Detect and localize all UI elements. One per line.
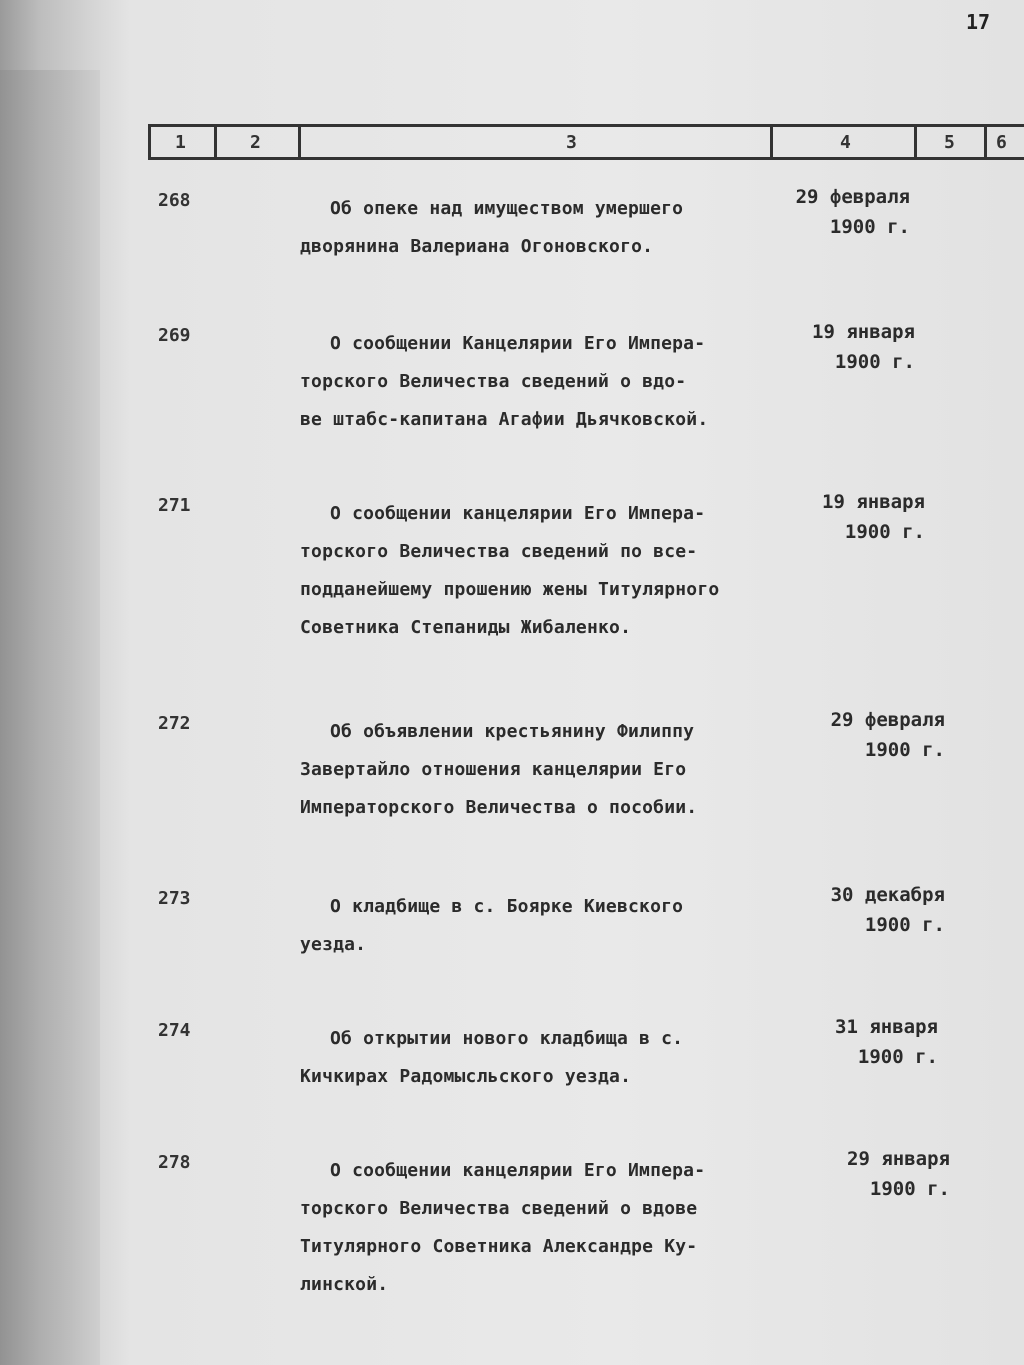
record-date — [775, 880, 945, 940]
header-col-4: 4 — [840, 132, 851, 153]
record-date — [755, 487, 925, 547]
date-day-month: 19 января — [812, 321, 915, 343]
description-line: дворянина Валериана Огоновского. — [300, 236, 654, 257]
header-col-2: 2 — [250, 132, 261, 153]
date-year: 1900 г. — [857, 1046, 938, 1068]
description-line: Завертайло отношения канцелярии Его — [300, 759, 687, 780]
description-line: О сообщении канцелярии Его Импера- — [330, 503, 706, 524]
record-date — [768, 1012, 938, 1072]
page-number: 17 — [966, 10, 991, 34]
description-line: Об объявлении крестьянину Филиппу — [330, 721, 695, 742]
date-year: 1900 г. — [829, 216, 910, 238]
date-day-month: 29 февраля — [830, 709, 945, 731]
date-year: 1900 г. — [844, 521, 925, 543]
record-date — [740, 182, 910, 242]
header-top-rule — [148, 124, 1024, 127]
description-line: линской. — [300, 1274, 389, 1295]
record-description — [300, 190, 800, 266]
header-separator — [148, 124, 151, 160]
date-year: 1900 г. — [864, 914, 945, 936]
record-number: 268 — [158, 190, 191, 211]
description-line: Кичкирах Радомысльского уезда. — [300, 1066, 632, 1087]
header-col-5: 5 — [944, 132, 955, 153]
date-year: 1900 г. — [834, 351, 915, 373]
description-line: торского Величества сведений о вдо- — [300, 371, 687, 392]
description-line: торского Величества сведений о вдове — [300, 1198, 698, 1219]
adjacent-page-shadow — [0, 70, 100, 1365]
date-year: 1900 г. — [864, 739, 945, 761]
header-separator — [984, 124, 987, 160]
description-line: Советника Степаниды Жибаленко. — [300, 617, 632, 638]
description-line: О сообщении Канцелярии Его Импера- — [330, 333, 706, 354]
record-number: 269 — [158, 325, 191, 346]
record-description — [300, 713, 800, 827]
header-separator — [914, 124, 917, 160]
record-date — [775, 705, 945, 765]
record-number: 278 — [158, 1152, 191, 1173]
description-line: уезда. — [300, 934, 367, 955]
header-separator — [770, 124, 773, 160]
date-day-month: 29 января — [847, 1148, 950, 1170]
date-day-month: 30 декабря — [830, 884, 945, 906]
header-separator — [298, 124, 301, 160]
record-description — [300, 495, 800, 647]
date-day-month: 19 января — [822, 491, 925, 513]
description-line: Об опеке над имуществом умершего — [330, 198, 684, 219]
description-line: Об открытии нового кладбища в с. — [330, 1028, 684, 1049]
record-number: 271 — [158, 495, 191, 516]
header-separator — [214, 124, 217, 160]
record-description — [300, 1020, 800, 1096]
record-description — [300, 888, 800, 964]
record-date — [745, 317, 915, 377]
record-number: 274 — [158, 1020, 191, 1041]
description-line: подданейшему прошению жены Титулярного — [300, 579, 720, 600]
description-line: торского Величества сведений по все- — [300, 541, 698, 562]
record-number: 272 — [158, 713, 191, 734]
header-col-6: 6 — [996, 132, 1007, 153]
record-number: 273 — [158, 888, 191, 909]
description-line: О сообщении канцелярии Его Импера- — [330, 1160, 706, 1181]
date-day-month: 31 января — [835, 1016, 938, 1038]
header-col-3: 3 — [566, 132, 577, 153]
record-description — [300, 1152, 800, 1304]
description-line: Императорского Величества о пособии. — [300, 797, 698, 818]
date-day-month: 29 февраля — [795, 186, 910, 208]
header-bottom-rule — [148, 157, 1024, 160]
description-line: Титулярного Советника Александре Ку- — [300, 1236, 698, 1257]
record-description — [300, 325, 800, 439]
description-line: ве штабс-капитана Агафии Дьячковской. — [300, 409, 709, 430]
date-year: 1900 г. — [869, 1178, 950, 1200]
record-date — [780, 1144, 950, 1204]
header-col-1: 1 — [175, 132, 186, 153]
description-line: О кладбище в с. Боярке Киевского — [330, 896, 684, 917]
